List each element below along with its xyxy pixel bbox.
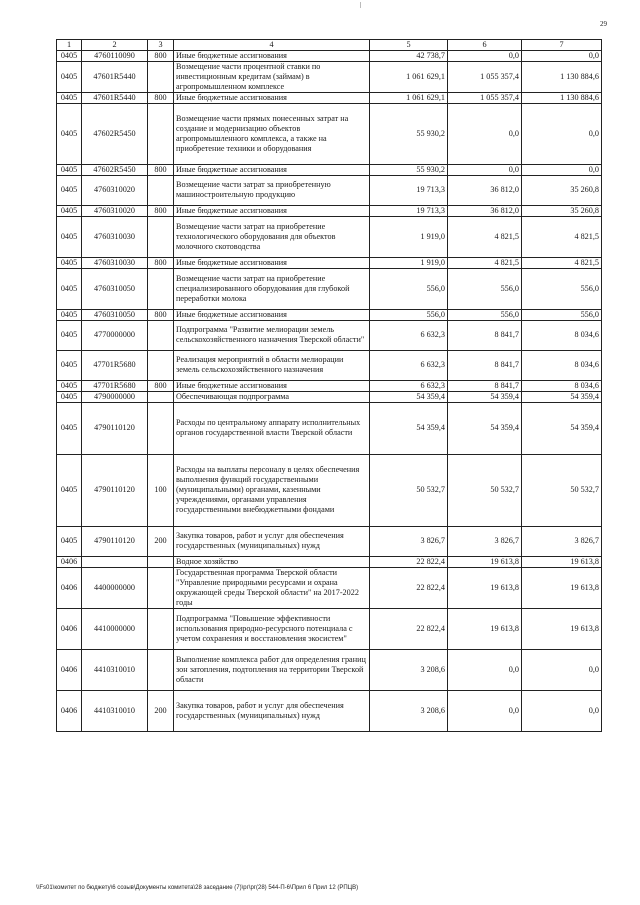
header-cell: 2 <box>82 40 148 51</box>
header-cell: 4 <box>174 40 370 51</box>
section-code-cell: 0405 <box>57 92 82 103</box>
target-code-cell: 4760310050 <box>82 268 148 309</box>
amount-col5-cell: 22 822,4 <box>370 556 448 567</box>
scan-mark <box>360 2 391 8</box>
expense-type-cell <box>148 391 174 402</box>
item-name-cell: Расходы по центральному аппарату исполнительных органов государственной власти Тверской области <box>174 402 370 454</box>
amount-col7-cell: 8 034,6 <box>522 320 602 350</box>
expense-type-cell <box>148 402 174 454</box>
amount-col5-cell: 3 208,6 <box>370 649 448 690</box>
amount-col7-cell: 54 359,4 <box>522 402 602 454</box>
target-code-cell: 47701R5680 <box>82 350 148 380</box>
expense-type-cell <box>148 175 174 205</box>
target-code-cell: 47701R5680 <box>82 380 148 391</box>
section-code-cell: 0405 <box>57 257 82 268</box>
table-row <box>57 268 602 309</box>
expense-type-cell <box>148 350 174 380</box>
section-code-cell: 0405 <box>57 320 82 350</box>
expense-type-cell <box>148 567 174 608</box>
file-path-footer: \\Fs01\комитет по бюджету\6 созыв\Документы комитета\28 заседание (7)\рг\рг(28) 544-П-6\Прил 6 Прил 12 (РПЦВ) <box>36 885 359 891</box>
amount-col7-cell: 19 613,8 <box>522 608 602 649</box>
target-code-cell: 4410310010 <box>82 649 148 690</box>
table-row <box>57 103 602 164</box>
amount-col6-cell: 0,0 <box>448 690 522 731</box>
section-code-cell: 0405 <box>57 391 82 402</box>
expense-type-cell <box>148 61 174 92</box>
item-name-cell: Подпрограмма "Развитие мелиорации земель сельскохозяйственного назначения Тверской области" <box>174 320 370 350</box>
amount-col5-cell: 22 822,4 <box>370 567 448 608</box>
amount-col6-cell: 1 055 357,4 <box>448 61 522 92</box>
table-row <box>57 556 602 567</box>
section-code-cell: 0405 <box>57 50 82 61</box>
amount-col7-cell: 0,0 <box>522 690 602 731</box>
table-row <box>57 350 602 380</box>
target-code-cell: 4770000000 <box>82 320 148 350</box>
target-code-cell: 47602R5450 <box>82 164 148 175</box>
item-name-cell: Иные бюджетные ассигнования <box>174 380 370 391</box>
table-row <box>57 454 602 526</box>
target-code-cell: 4790110120 <box>82 526 148 556</box>
table-header-row <box>57 40 602 51</box>
amount-col5-cell: 50 532,7 <box>370 454 448 526</box>
amount-col6-cell: 19 613,8 <box>448 608 522 649</box>
item-name-cell: Иные бюджетные ассигнования <box>174 205 370 216</box>
section-code-cell: 0405 <box>57 402 82 454</box>
target-code-cell: 4760110090 <box>82 50 148 61</box>
table-row <box>57 50 602 61</box>
section-code-cell: 0405 <box>57 164 82 175</box>
amount-col5-cell: 19 713,3 <box>370 205 448 216</box>
amount-col5-cell: 42 738,7 <box>370 50 448 61</box>
item-name-cell: Закупка товаров, работ и услуг для обеспечения государственных (муниципальных) нужд <box>174 690 370 731</box>
header-cell: 6 <box>448 40 522 51</box>
section-code-cell: 0405 <box>57 309 82 320</box>
amount-col7-cell: 50 532,7 <box>522 454 602 526</box>
amount-col5-cell: 3 826,7 <box>370 526 448 556</box>
table-row <box>57 608 602 649</box>
amount-col7-cell: 556,0 <box>522 309 602 320</box>
amount-col5-cell: 19 713,3 <box>370 175 448 205</box>
amount-col6-cell: 0,0 <box>448 103 522 164</box>
target-code-cell: 4760310030 <box>82 216 148 257</box>
table-row <box>57 526 602 556</box>
amount-col7-cell: 3 826,7 <box>522 526 602 556</box>
table-row <box>57 380 602 391</box>
item-name-cell: Возмещение части процентной ставки по инвестиционным кредитам (займам) в агропромышленном комплексе <box>174 61 370 92</box>
table-row <box>57 567 602 608</box>
amount-col5-cell: 1 061 629,1 <box>370 92 448 103</box>
expense-type-cell: 800 <box>148 380 174 391</box>
section-code-cell: 0405 <box>57 175 82 205</box>
section-code-cell: 0405 <box>57 205 82 216</box>
amount-col5-cell: 556,0 <box>370 268 448 309</box>
table-row <box>57 402 602 454</box>
section-code-cell: 0406 <box>57 556 82 567</box>
amount-col6-cell: 54 359,4 <box>448 402 522 454</box>
expense-type-cell: 800 <box>148 309 174 320</box>
table-row <box>57 205 602 216</box>
amount-col6-cell: 3 826,7 <box>448 526 522 556</box>
amount-col6-cell: 8 841,7 <box>448 320 522 350</box>
table-row <box>57 61 602 92</box>
section-code-cell: 0405 <box>57 380 82 391</box>
table-row <box>57 309 602 320</box>
target-code-cell: 47601R5440 <box>82 61 148 92</box>
amount-col5-cell: 6 632,3 <box>370 320 448 350</box>
item-name-cell: Реализация мероприятий в области мелиорации земель сельскохозяйственного назначения <box>174 350 370 380</box>
expense-type-cell: 100 <box>148 454 174 526</box>
amount-col5-cell: 3 208,6 <box>370 690 448 731</box>
amount-col7-cell: 19 613,8 <box>522 567 602 608</box>
item-name-cell: Иные бюджетные ассигнования <box>174 257 370 268</box>
target-code-cell: 4790110120 <box>82 402 148 454</box>
amount-col7-cell: 35 260,8 <box>522 175 602 205</box>
section-code-cell: 0406 <box>57 649 82 690</box>
section-code-cell: 0405 <box>57 268 82 309</box>
table-row <box>57 92 602 103</box>
amount-col7-cell: 19 613,8 <box>522 556 602 567</box>
expense-type-cell: 800 <box>148 257 174 268</box>
item-name-cell: Иные бюджетные ассигнования <box>174 164 370 175</box>
table-row <box>57 175 602 205</box>
amount-col7-cell: 4 821,5 <box>522 216 602 257</box>
item-name-cell: Возмещение части прямых понесенных затрат на создание и модернизацию объектов агропромышленного комплекса, а также на приобретение техники и оборудования <box>174 103 370 164</box>
amount-col5-cell: 1 919,0 <box>370 257 448 268</box>
item-name-cell: Подпрограмма "Повышение эффективности использования природно-ресурсного потенциала с учетом сохранения и восстановления экосистем" <box>174 608 370 649</box>
section-code-cell: 0405 <box>57 454 82 526</box>
header-cell: 3 <box>148 40 174 51</box>
header-cell: 7 <box>522 40 602 51</box>
item-name-cell: Выполнение комплекса работ для определения границ зон затопления, подтопления на территории Тверской области <box>174 649 370 690</box>
table-row <box>57 164 602 175</box>
amount-col7-cell: 0,0 <box>522 103 602 164</box>
target-code-cell: 47601R5440 <box>82 92 148 103</box>
target-code-cell: 4760310020 <box>82 205 148 216</box>
table-row <box>57 649 602 690</box>
page-number: 29 <box>600 20 607 28</box>
amount-col5-cell: 6 632,3 <box>370 350 448 380</box>
amount-col5-cell: 54 359,4 <box>370 402 448 454</box>
table-row <box>57 391 602 402</box>
amount-col6-cell: 556,0 <box>448 268 522 309</box>
expense-type-cell: 800 <box>148 92 174 103</box>
amount-col5-cell: 6 632,3 <box>370 380 448 391</box>
item-name-cell: Иные бюджетные ассигнования <box>174 50 370 61</box>
amount-col7-cell: 54 359,4 <box>522 391 602 402</box>
target-code-cell <box>82 556 148 567</box>
table-row <box>57 257 602 268</box>
section-code-cell: 0405 <box>57 103 82 164</box>
amount-col6-cell: 556,0 <box>448 309 522 320</box>
expense-type-cell: 800 <box>148 205 174 216</box>
amount-col5-cell: 22 822,4 <box>370 608 448 649</box>
table-row <box>57 690 602 731</box>
amount-col7-cell: 0,0 <box>522 649 602 690</box>
amount-col7-cell: 35 260,8 <box>522 205 602 216</box>
item-name-cell: Возмещение части затрат на приобретение специализированного оборудования для глубокой переработки молока <box>174 268 370 309</box>
section-code-cell: 0406 <box>57 690 82 731</box>
target-code-cell: 4790000000 <box>82 391 148 402</box>
expense-type-cell <box>148 608 174 649</box>
amount-col7-cell: 1 130 884,6 <box>522 92 602 103</box>
amount-col5-cell: 54 359,4 <box>370 391 448 402</box>
amount-col6-cell: 54 359,4 <box>448 391 522 402</box>
item-name-cell: Возмещение части затрат за приобретенную машиностроительную продукцию <box>174 175 370 205</box>
target-code-cell: 4760310020 <box>82 175 148 205</box>
amount-col7-cell: 556,0 <box>522 268 602 309</box>
target-code-cell: 4410000000 <box>82 608 148 649</box>
expense-type-cell: 200 <box>148 690 174 731</box>
item-name-cell: Иные бюджетные ассигнования <box>174 92 370 103</box>
amount-col6-cell: 0,0 <box>448 164 522 175</box>
expense-type-cell <box>148 649 174 690</box>
expense-type-cell <box>148 268 174 309</box>
header-cell: 1 <box>57 40 82 51</box>
item-name-cell: Государственная программа Тверской области "Управление природными ресурсами и охрана окружающей среды Тверской области" на 2017-2022 годы <box>174 567 370 608</box>
header-cell: 5 <box>370 40 448 51</box>
amount-col6-cell: 50 532,7 <box>448 454 522 526</box>
section-code-cell: 0406 <box>57 608 82 649</box>
amount-col7-cell: 8 034,6 <box>522 380 602 391</box>
amount-col6-cell: 1 055 357,4 <box>448 92 522 103</box>
expense-type-cell <box>148 216 174 257</box>
section-code-cell: 0405 <box>57 61 82 92</box>
amount-col6-cell: 8 841,7 <box>448 380 522 391</box>
item-name-cell: Возмещение части затрат на приобретение технологического оборудования для объектов молочного скотоводства <box>174 216 370 257</box>
amount-col6-cell: 0,0 <box>448 50 522 61</box>
amount-col6-cell: 36 812,0 <box>448 205 522 216</box>
target-code-cell: 47602R5450 <box>82 103 148 164</box>
section-code-cell: 0405 <box>57 526 82 556</box>
expense-type-cell <box>148 103 174 164</box>
expense-type-cell <box>148 556 174 567</box>
expense-type-cell: 800 <box>148 50 174 61</box>
amount-col5-cell: 1 919,0 <box>370 216 448 257</box>
target-code-cell: 4790110120 <box>82 454 148 526</box>
target-code-cell: 4760310030 <box>82 257 148 268</box>
target-code-cell: 4760310050 <box>82 309 148 320</box>
target-code-cell: 4410310010 <box>82 690 148 731</box>
amount-col7-cell: 4 821,5 <box>522 257 602 268</box>
amount-col6-cell: 4 821,5 <box>448 216 522 257</box>
expense-type-cell <box>148 320 174 350</box>
amount-col5-cell: 55 930,2 <box>370 103 448 164</box>
table-row <box>57 216 602 257</box>
item-name-cell: Расходы на выплаты персоналу в целях обеспечения выполнения функций государственными (муниципальными) органами, казенными учреждениями, органами управления государственными внебюджетными фондами <box>174 454 370 526</box>
section-code-cell: 0405 <box>57 216 82 257</box>
item-name-cell: Иные бюджетные ассигнования <box>174 309 370 320</box>
amount-col6-cell: 19 613,8 <box>448 567 522 608</box>
amount-col6-cell: 8 841,7 <box>448 350 522 380</box>
item-name-cell: Обеспечивающая подпрограмма <box>174 391 370 402</box>
target-code-cell: 4400000000 <box>82 567 148 608</box>
section-code-cell: 0405 <box>57 350 82 380</box>
amount-col5-cell: 55 930,2 <box>370 164 448 175</box>
amount-col6-cell: 4 821,5 <box>448 257 522 268</box>
section-code-cell: 0406 <box>57 567 82 608</box>
amount-col5-cell: 1 061 629,1 <box>370 61 448 92</box>
expense-type-cell: 200 <box>148 526 174 556</box>
amount-col7-cell: 8 034,6 <box>522 350 602 380</box>
table-row <box>57 320 602 350</box>
budget-table <box>56 39 602 732</box>
amount-col5-cell: 556,0 <box>370 309 448 320</box>
amount-col6-cell: 0,0 <box>448 649 522 690</box>
amount-col7-cell: 0,0 <box>522 164 602 175</box>
amount-col6-cell: 36 812,0 <box>448 175 522 205</box>
amount-col6-cell: 19 613,8 <box>448 556 522 567</box>
item-name-cell: Закупка товаров, работ и услуг для обеспечения государственных (муниципальных) нужд <box>174 526 370 556</box>
amount-col7-cell: 0,0 <box>522 50 602 61</box>
expense-type-cell: 800 <box>148 164 174 175</box>
amount-col7-cell: 1 130 884,6 <box>522 61 602 92</box>
item-name-cell: Водное хозяйство <box>174 556 370 567</box>
